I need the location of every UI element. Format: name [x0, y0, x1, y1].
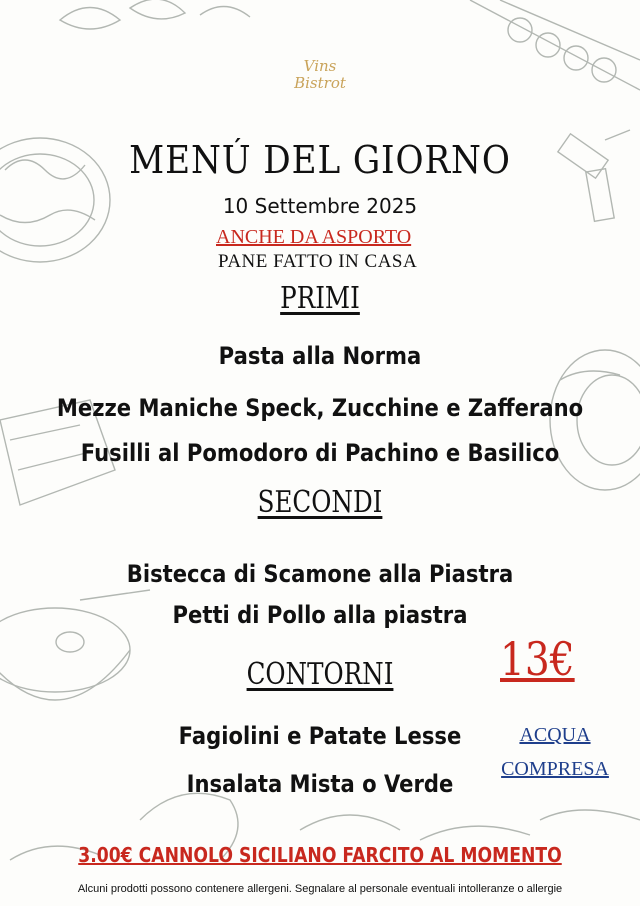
dish-item: Bistecca di Scamone alla Piastra: [126, 560, 514, 588]
section-heading-primi: PRIMI: [280, 281, 360, 316]
logo-line-1: Vins: [303, 57, 337, 75]
dish-item: Insalata Mista o Verde: [186, 770, 454, 798]
water-line-1: ACQUA: [519, 724, 591, 746]
menu-date: 10 Settembre 2025: [222, 194, 418, 218]
section-heading-contorni: CONTORNI: [246, 657, 394, 692]
bistrot-logo: [270, 58, 370, 92]
menu-price: 13€: [500, 632, 575, 686]
bread-note: PANE FATTO IN CASA: [218, 251, 418, 272]
allergen-disclaimer: Alcuni prodotti possono contenere allergeni. Segnalare al personale eventuali intolleranze o allergie: [77, 883, 563, 895]
dish-item: Petti di Pollo alla piastra: [172, 601, 468, 629]
dish-item: Fusilli al Pomodoro di Pachino e Basilico: [80, 439, 560, 467]
dish-item: Fagiolini e Patate Lesse: [178, 722, 462, 750]
menu-title: MENÚ DEL GIORNO: [129, 138, 511, 182]
section-heading-secondi: SECONDI: [257, 485, 383, 520]
logo-line-2: Bistrot: [294, 74, 346, 92]
dish-item: Mezze Maniche Speck, Zucchine e Zafferano: [56, 394, 584, 422]
water-included-note: [492, 718, 618, 786]
water-line-2: COMPRESA: [501, 758, 609, 780]
cannolo-offer: 3.00€ CANNOLO SICILIANO FARCITO AL MOMENTO: [78, 843, 562, 867]
takeaway-note: ANCHE DA ASPORTO: [216, 226, 412, 248]
dish-item: Pasta alla Norma: [218, 342, 422, 370]
